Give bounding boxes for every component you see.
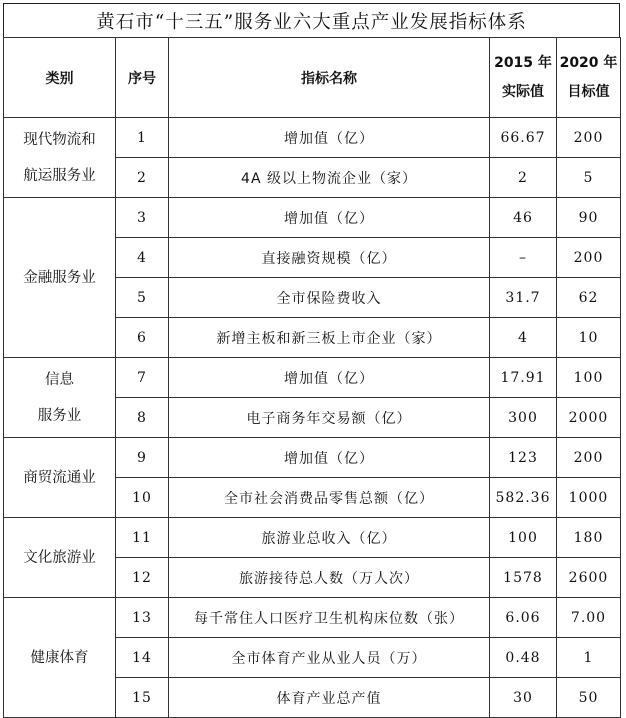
actual-2015-cell: 0.48 bbox=[490, 638, 557, 678]
seq-cell: 12 bbox=[116, 558, 169, 598]
category-cell bbox=[4, 118, 116, 198]
actual-2015-cell: 1578 bbox=[490, 558, 557, 598]
target-2020-cell: 1 bbox=[557, 638, 621, 678]
target-2020-cell: 200 bbox=[557, 238, 621, 278]
actual-2015-cell: 46 bbox=[490, 198, 557, 238]
indicator-name-cell: 全市社会消费品零售总额（亿） bbox=[169, 478, 490, 518]
indicator-name-cell: 直接融资规模（亿） bbox=[169, 238, 490, 278]
seq-cell: 5 bbox=[116, 278, 169, 318]
seq-cell: 10 bbox=[116, 478, 169, 518]
actual-2015-cell: 300 bbox=[490, 398, 557, 438]
category-label: 服务业 bbox=[37, 407, 82, 424]
actual-2015-cell: 582.36 bbox=[490, 478, 557, 518]
target-2020-cell: 100 bbox=[557, 358, 621, 398]
actual-2015-cell: 100 bbox=[490, 518, 557, 558]
actual-2015-cell: – bbox=[490, 238, 557, 278]
target-2020-cell: 2000 bbox=[557, 398, 621, 438]
table-row bbox=[4, 118, 621, 158]
category-label: 航运服务业 bbox=[23, 167, 96, 184]
header-target-label: 目标值 bbox=[567, 83, 610, 100]
seq-cell: 9 bbox=[116, 438, 169, 478]
table-row bbox=[4, 358, 621, 398]
indicator-name-cell: 旅游业总收入（亿） bbox=[169, 518, 490, 558]
indicator-name-cell: 增加值（亿） bbox=[169, 198, 490, 238]
header-actual-year: 2015 年 bbox=[494, 54, 552, 71]
indicator-name-cell: 增加值（亿） bbox=[169, 438, 490, 478]
target-2020-cell: 90 bbox=[557, 198, 621, 238]
indicator-name-cell: 旅游接待总人数（万人次） bbox=[169, 558, 490, 598]
indicator-name-cell: 增加值（亿） bbox=[169, 118, 490, 158]
target-2020-cell: 200 bbox=[557, 118, 621, 158]
category-label: 商贸流通业 bbox=[23, 469, 96, 486]
table-body bbox=[4, 118, 621, 718]
seq-cell: 13 bbox=[116, 598, 169, 638]
seq-cell: 2 bbox=[116, 158, 169, 198]
table-row bbox=[4, 438, 621, 478]
header-target-2020 bbox=[557, 38, 621, 118]
seq-cell: 7 bbox=[116, 358, 169, 398]
actual-2015-cell: 30 bbox=[490, 678, 557, 718]
indicator-name-cell: 电子商务年交易额（亿） bbox=[169, 398, 490, 438]
table-row bbox=[4, 598, 621, 638]
seq-cell: 15 bbox=[116, 678, 169, 718]
target-2020-cell: 1000 bbox=[557, 478, 621, 518]
category-label: 现代物流和 bbox=[23, 131, 96, 148]
category-label: 信息 bbox=[45, 371, 74, 388]
category-cell bbox=[4, 598, 116, 718]
actual-2015-cell: 4 bbox=[490, 318, 557, 358]
category-label: 金融服务业 bbox=[23, 269, 96, 286]
target-2020-cell: 180 bbox=[557, 518, 621, 558]
header-actual-label: 实际值 bbox=[502, 83, 544, 100]
table-row bbox=[4, 198, 621, 238]
category-cell bbox=[4, 198, 116, 358]
target-2020-cell: 5 bbox=[557, 158, 621, 198]
category-label: 健康体育 bbox=[30, 649, 89, 666]
actual-2015-cell: 31.7 bbox=[490, 278, 557, 318]
actual-2015-cell: 123 bbox=[490, 438, 557, 478]
indicator-table bbox=[3, 37, 621, 718]
seq-cell: 14 bbox=[116, 638, 169, 678]
indicator-name-cell: 全市保险费收入 bbox=[169, 278, 490, 318]
indicator-name-cell: 4A 级以上物流企业（家） bbox=[169, 158, 490, 198]
seq-cell: 1 bbox=[116, 118, 169, 158]
header-indicator: 指标名称 bbox=[169, 38, 490, 118]
indicator-name-cell: 增加值（亿） bbox=[169, 358, 490, 398]
indicator-name-cell: 体育产业总产值 bbox=[169, 678, 490, 718]
seq-cell: 8 bbox=[116, 398, 169, 438]
category-label: 文化旅游业 bbox=[23, 549, 96, 566]
table-title: 黄石市“十三五”服务业六大重点产业发展指标体系 bbox=[3, 3, 620, 37]
target-2020-cell: 2600 bbox=[557, 558, 621, 598]
actual-2015-cell: 6.06 bbox=[490, 598, 557, 638]
table-row bbox=[4, 518, 621, 558]
indicator-name-cell: 全市体育产业从业人员（万） bbox=[169, 638, 490, 678]
header-target-year: 2020 年 bbox=[559, 54, 618, 71]
indicator-name-cell: 每千常住人口医疗卫生机构床位数（张） bbox=[169, 598, 490, 638]
actual-2015-cell: 17.91 bbox=[490, 358, 557, 398]
category-cell bbox=[4, 518, 116, 598]
header-category: 类别 bbox=[4, 38, 116, 118]
indicator-name-cell: 新增主板和新三板上市企业（家） bbox=[169, 318, 490, 358]
category-cell bbox=[4, 438, 116, 518]
header-seq: 序号 bbox=[116, 38, 169, 118]
header-row bbox=[4, 38, 621, 118]
seq-cell: 11 bbox=[116, 518, 169, 558]
indicator-table-container bbox=[3, 3, 620, 718]
target-2020-cell: 7.00 bbox=[557, 598, 621, 638]
target-2020-cell: 200 bbox=[557, 438, 621, 478]
seq-cell: 4 bbox=[116, 238, 169, 278]
actual-2015-cell: 66.67 bbox=[490, 118, 557, 158]
header-actual-2015 bbox=[490, 38, 557, 118]
actual-2015-cell: 2 bbox=[490, 158, 557, 198]
seq-cell: 3 bbox=[116, 198, 169, 238]
category-cell bbox=[4, 358, 116, 438]
target-2020-cell: 10 bbox=[557, 318, 621, 358]
target-2020-cell: 62 bbox=[557, 278, 621, 318]
target-2020-cell: 50 bbox=[557, 678, 621, 718]
seq-cell: 6 bbox=[116, 318, 169, 358]
